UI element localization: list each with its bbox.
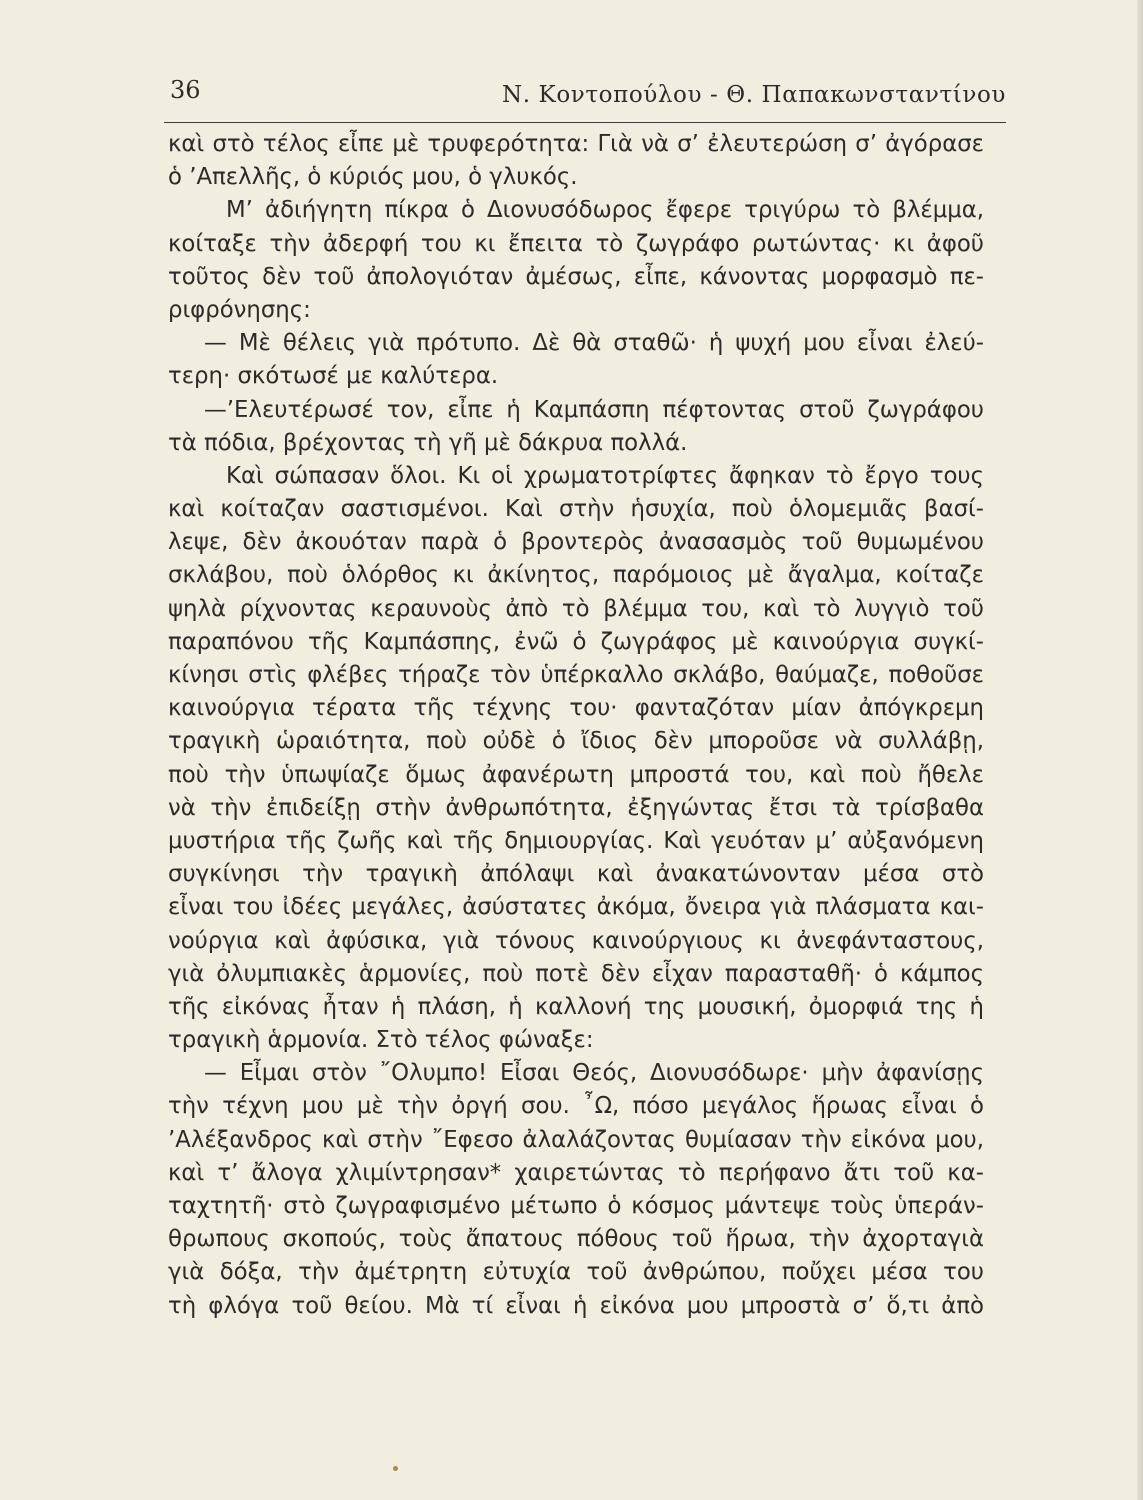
text-line: τερη· σκότωσέ με καλύτερα. xyxy=(168,363,499,390)
text-line: καὶ κοίταζαν σαστισμένοι. Καὶ στὴν ἡσυχία, ποὺ ὁλομεμιᾶς βασί- xyxy=(168,496,984,523)
text-line: ριφρόνησης: xyxy=(168,296,311,323)
text-line: ποὺ τὴν ὑπωψίαζε ὅμως ἀφανέρωτη μπροστά του, καὶ ποὺ ἤθελε xyxy=(168,761,984,788)
text-line: θρωπους σκοπούς, τοὺς ἄπατους πόθους τοῦ ἥρωα, τὴν ἀχορταγιὰ xyxy=(168,1226,984,1253)
text-line: κοίταξε τὴν ἀδερφή του κι ἔπειτα τὸ ζωγράφο ρωτώντας· κι ἀφοῦ xyxy=(168,230,984,257)
page-header xyxy=(164,72,1006,123)
text-line: τὴ φλόγα τοῦ θείου. Μὰ τί εἶναι ἡ εἰκόνα μου μπροστὰ σ’ ὅ,τι ἀπὸ xyxy=(168,1292,984,1319)
page-body xyxy=(168,128,984,1323)
text-line: εἶναι του ἰδέες μεγάλες, ἀσύστατες ἀκόμα, ὄνειρα γιὰ πλάσματα και- xyxy=(168,894,984,921)
text-line: ’Αλέξανδρος καὶ στὴν ῎Εφεσο ἀλαλάζοντας θυμίασαν τὴν εἰκόνα μου, xyxy=(168,1126,984,1153)
text-line: ταχτητῆ· στὸ ζωγραφισμένο μέτωπο ὁ κόσμος μάντεψε τοὺς ὑπεράν- xyxy=(168,1193,984,1219)
text-line: παραπόνου τῆς Καμπάσπης, ἐνῶ ὁ ζωγράφος μὲ καινούργια συγκί- xyxy=(168,628,984,655)
ink-dot xyxy=(393,1466,398,1471)
text-line: καὶ στὸ τέλος εἶπε μὲ τρυφερότητα: Γιὰ νὰ σ’ ἐλευτερώση σ’ ἀγόρασε xyxy=(168,131,984,157)
text-line: τοῦτος δὲν τοῦ ἀπολογιόταν ἀμέσως, εἶπε, κάνοντας μορφασμὸ πε- xyxy=(168,263,984,290)
text-line: —’Ελευτέρωσέ τον, εἶπε ἡ Καμπάσπη πέφτοντας στοῦ ζωγράφου xyxy=(204,396,984,423)
text-line: λεψε, δὲν ἀκουόταν παρὰ ὁ βροντερὸς ἀνασασμὸς τοῦ θυμωμένου xyxy=(168,529,984,556)
text-line: τῆς εἰκόνας ἦταν ἡ πλάση, ἡ καλλονή της μουσική, ὀμορφιά της ἡ xyxy=(168,993,984,1020)
text-line: καινούργια τέρατα τῆς τέχνης του· φανταζόταν μίαν ἀπόγκρεμη xyxy=(168,695,984,722)
text-line: τὰ πόδια, βρέχοντας τὴ γῆ μὲ δάκρυα πολλά. xyxy=(168,429,688,456)
text-line: τὴν τέχνη μου μὲ τὴν ὀργή σου. ῏Ω, πόσο μεγάλος ἥρωας εἶναι ὁ xyxy=(168,1093,984,1120)
text-line: ὁ ’Απελλῆς, ὁ κύριός μου, ὁ γλυκός. xyxy=(168,164,578,191)
text-line: νούργια καὶ ἀφύσικα, γιὰ τόνους καινούργιους κι ἀνεφάνταστους, xyxy=(168,927,984,954)
text-line: Μ’ ἀδιήγητη πίκρα ὁ Διονυσόδωρος ἔφερε τριγύρω τὸ βλέμμα, xyxy=(226,197,984,224)
text-line: σκλάβου, ποὺ ὁλόρθος κι ἀκίνητος, παρόμοιος μὲ ἄγαλμα, κοίταζε xyxy=(168,562,984,589)
text-line: γιὰ ὀλυμπιακὲς ἁρμονίες, ποὺ ποτὲ δὲν εἶχαν παρασταθῆ· ὁ κάμπος xyxy=(168,960,984,987)
running-title: Ν. Κοντοπούλου - Θ. Παπακωνσταντίνου xyxy=(502,82,1006,108)
text-line: ψηλὰ ρίχνοντας κεραυνοὺς ἀπὸ τὸ βλέμμα του, καὶ τὸ λυγγιὸ τοῦ xyxy=(168,595,984,622)
text-line: μυστήρια τῆς ζωῆς καὶ τῆς δημιουργίας. Καὶ γευόταν μ’ αὐξανόμενη xyxy=(168,827,984,854)
text-line: κίνησι στὶς φλέβες τήραζε τὸν ὑπέρκαλλο σκλάβο, θαύμαζε, ποθοῦσε xyxy=(168,662,984,688)
page-number: 36 xyxy=(170,76,201,104)
page-edge xyxy=(1137,0,1143,1500)
text-line: γιὰ δόξα, τὴν ἀμέτρητη εὐτυχία τοῦ ἀνθρώπου, ποὔχει μέσα του xyxy=(168,1259,984,1286)
text-line: καὶ τ’ ἄλογα χλιμίντρησαν* χαιρετώντας τὸ περήφανο ἄτι τοῦ κα- xyxy=(168,1159,984,1186)
text-line: — Μὲ θέλεις γιὰ πρότυπο. Δὲ θὰ σταθῶ· ἡ ψυχή μου εἶναι ἐλεύ- xyxy=(204,330,984,357)
text-line: νὰ τὴν ἐπιδείξῃ στὴν ἀνθρωπότητα, ἐξηγώντας ἔτσι τὰ τρίσβαθα xyxy=(168,794,984,821)
text-line: — Εἶμαι στὸν ῎Ολυμπο! Εἶσαι Θεός, Διονυσόδωρε· μὴν ἀφανίσῃς xyxy=(204,1060,984,1087)
text-line: Καὶ σώπασαν ὅλοι. Κι οἱ χρωματοτρίφτες ἄφηκαν τὸ ἔργο τους xyxy=(226,462,984,489)
text-line: τραγικὴ ἁρμονία. Στὸ τέλος φώναξε: xyxy=(168,1027,594,1054)
text-line: τραγικὴ ὡραιότητα, ποὺ οὐδὲ ὁ ἴδιος δὲν μποροῦσε νὰ συλλάβῃ, xyxy=(168,728,984,755)
text-line: συγκίνησι τὴν τραγικὴ ἀπόλαψι καὶ ἀνακατώνονταν μέσα στὸ xyxy=(168,861,984,888)
